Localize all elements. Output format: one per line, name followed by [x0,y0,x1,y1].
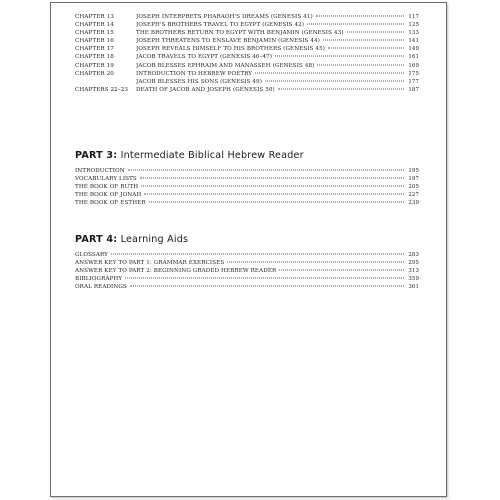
toc-entry [75,183,419,191]
entry-title: GLOSSARY [75,252,108,258]
page-number: 177 [408,78,419,85]
page-number: 141 [408,38,419,45]
chapter-number: CHAPTER 19 [75,62,114,69]
entry-title: ANSWER KEY TO PART 2: BEGINNING GRADED HEBREW READER [75,268,277,275]
entry-title: INTRODUCTION [75,168,125,174]
toc-entry [75,13,419,21]
part3-label: PART 3: [75,150,118,161]
book-page [50,2,447,497]
toc-entry [75,267,419,275]
entry-title: JACOB BLESSES HIS SONS (GENESIS 49) [136,78,262,85]
entry-title: JACOB BLESSES EPHRAIM AND MANASSEH (GENESIS 48) [136,62,315,69]
page-number: 313 [408,268,419,275]
entry-title: ORAL READINGS [75,284,127,291]
part3-heading [75,150,304,161]
dot-leader [128,170,404,171]
page-number: 117 [408,14,419,20]
toc-entry [75,283,419,291]
toc-entry [75,45,419,53]
part4-heading [75,234,188,245]
dot-leader [140,178,404,179]
dot-leader [323,40,404,41]
toc-entry [75,86,419,94]
toc-entry [75,21,419,29]
dot-leader [130,286,404,287]
dot-leader [125,278,404,279]
page-number: 169 [408,62,419,69]
toc-entry [75,259,419,267]
part4-entry-list [75,251,419,291]
dot-leader [279,270,404,271]
dot-leader [111,254,404,255]
entry-title: JACOB TRAVELS TO EGYPT (GENESIS 46–47) [136,54,273,61]
dot-leader [255,72,404,73]
part3-title: Intermediate Biblical Hebrew Reader [120,150,304,161]
page-number: 125 [408,22,419,29]
entry-title: THE BROTHERS RETURN TO EGYPT WITH BENJAMIN (GENESIS 43) [136,30,344,37]
entry-title: THE BOOK OF JONAH [75,192,142,199]
dot-leader [144,194,404,195]
chapter-number: CHAPTER 14 [75,22,114,29]
toc-entry [75,53,419,61]
entry-title: VOCABULARY LISTS [75,176,137,183]
toc-entry [75,175,419,183]
toc-entry [75,37,419,45]
toc-entry [75,167,419,175]
toc-entry [75,78,419,86]
page-number: 195 [408,168,419,174]
page-number: 187 [408,86,419,93]
dot-leader [347,32,404,33]
dot-leader [149,202,404,203]
dot-leader [227,262,404,263]
entry-title: DEATH OF JACOB AND JOSEPH (GENESIS 50) [136,86,275,93]
chapter-number: CHAPTER 18 [75,54,114,61]
page-number: 295 [408,260,419,267]
toc-entry [75,199,419,207]
chapter-number: CHAPTERS 22–23 [75,86,129,93]
part2-chapter-list [75,13,419,94]
entry-title: JOSEPH INTERPRETS PHARAOH'S DREAMS (GENESIS 41) [136,14,313,20]
entry-title: JOSEPH THREATENS TO ENSLAVE BENJAMIN (GENESIS 44) [136,38,320,45]
page-number: 175 [408,70,419,77]
entry-title: THE BOOK OF ESTHER [75,200,146,207]
dot-leader [316,16,404,17]
toc-entry [75,62,419,70]
dot-leader [317,64,404,65]
entry-title: INTRODUCTION TO HEBREW POETRY [136,70,253,77]
entry-title: ANSWER KEY TO PART 1: GRAMMAR EXERCISES [75,260,225,267]
toc-entry [75,70,419,78]
chapter-number: CHAPTER 20 [75,70,114,77]
page-number: 361 [408,284,419,291]
toc-entry [75,251,419,259]
page-number: 239 [408,200,419,207]
toc-entry [75,191,419,199]
dot-leader [307,24,404,25]
dot-leader [275,56,404,57]
dot-leader [278,88,404,89]
dot-leader [265,80,404,81]
entry-title: THE BOOK OF RUTH [75,184,139,191]
dot-leader [141,186,404,187]
page-number: 133 [408,30,419,37]
chapter-number: CHAPTER 17 [75,46,114,53]
page-number: 359 [408,276,419,283]
toc-entry [75,29,419,37]
part4-title: Learning Aids [120,234,189,245]
chapter-number: CHAPTER 13 [75,14,114,20]
page-number: 227 [408,192,419,199]
chapter-number: CHAPTER 16 [75,38,114,45]
page-number: 205 [408,184,419,191]
part3-entry-list [75,167,419,207]
page-number: 197 [408,176,419,183]
page-number: 149 [408,46,419,53]
entry-title: BIBLIOGRAPHY [75,276,123,283]
chapter-number: CHAPTER 15 [75,30,114,37]
entry-title: JOSEPH'S BROTHERS TRAVEL TO EGYPT (GENESIS 42) [136,22,305,29]
toc-entry [75,275,419,283]
page-number: 283 [408,252,419,258]
page-number: 161 [408,54,419,61]
part4-label: PART 4: [75,234,118,245]
dot-leader [328,48,404,49]
entry-title: JOSEPH REVEALS HIMSELF TO HIS BROTHERS (GENESIS 45) [136,46,326,53]
